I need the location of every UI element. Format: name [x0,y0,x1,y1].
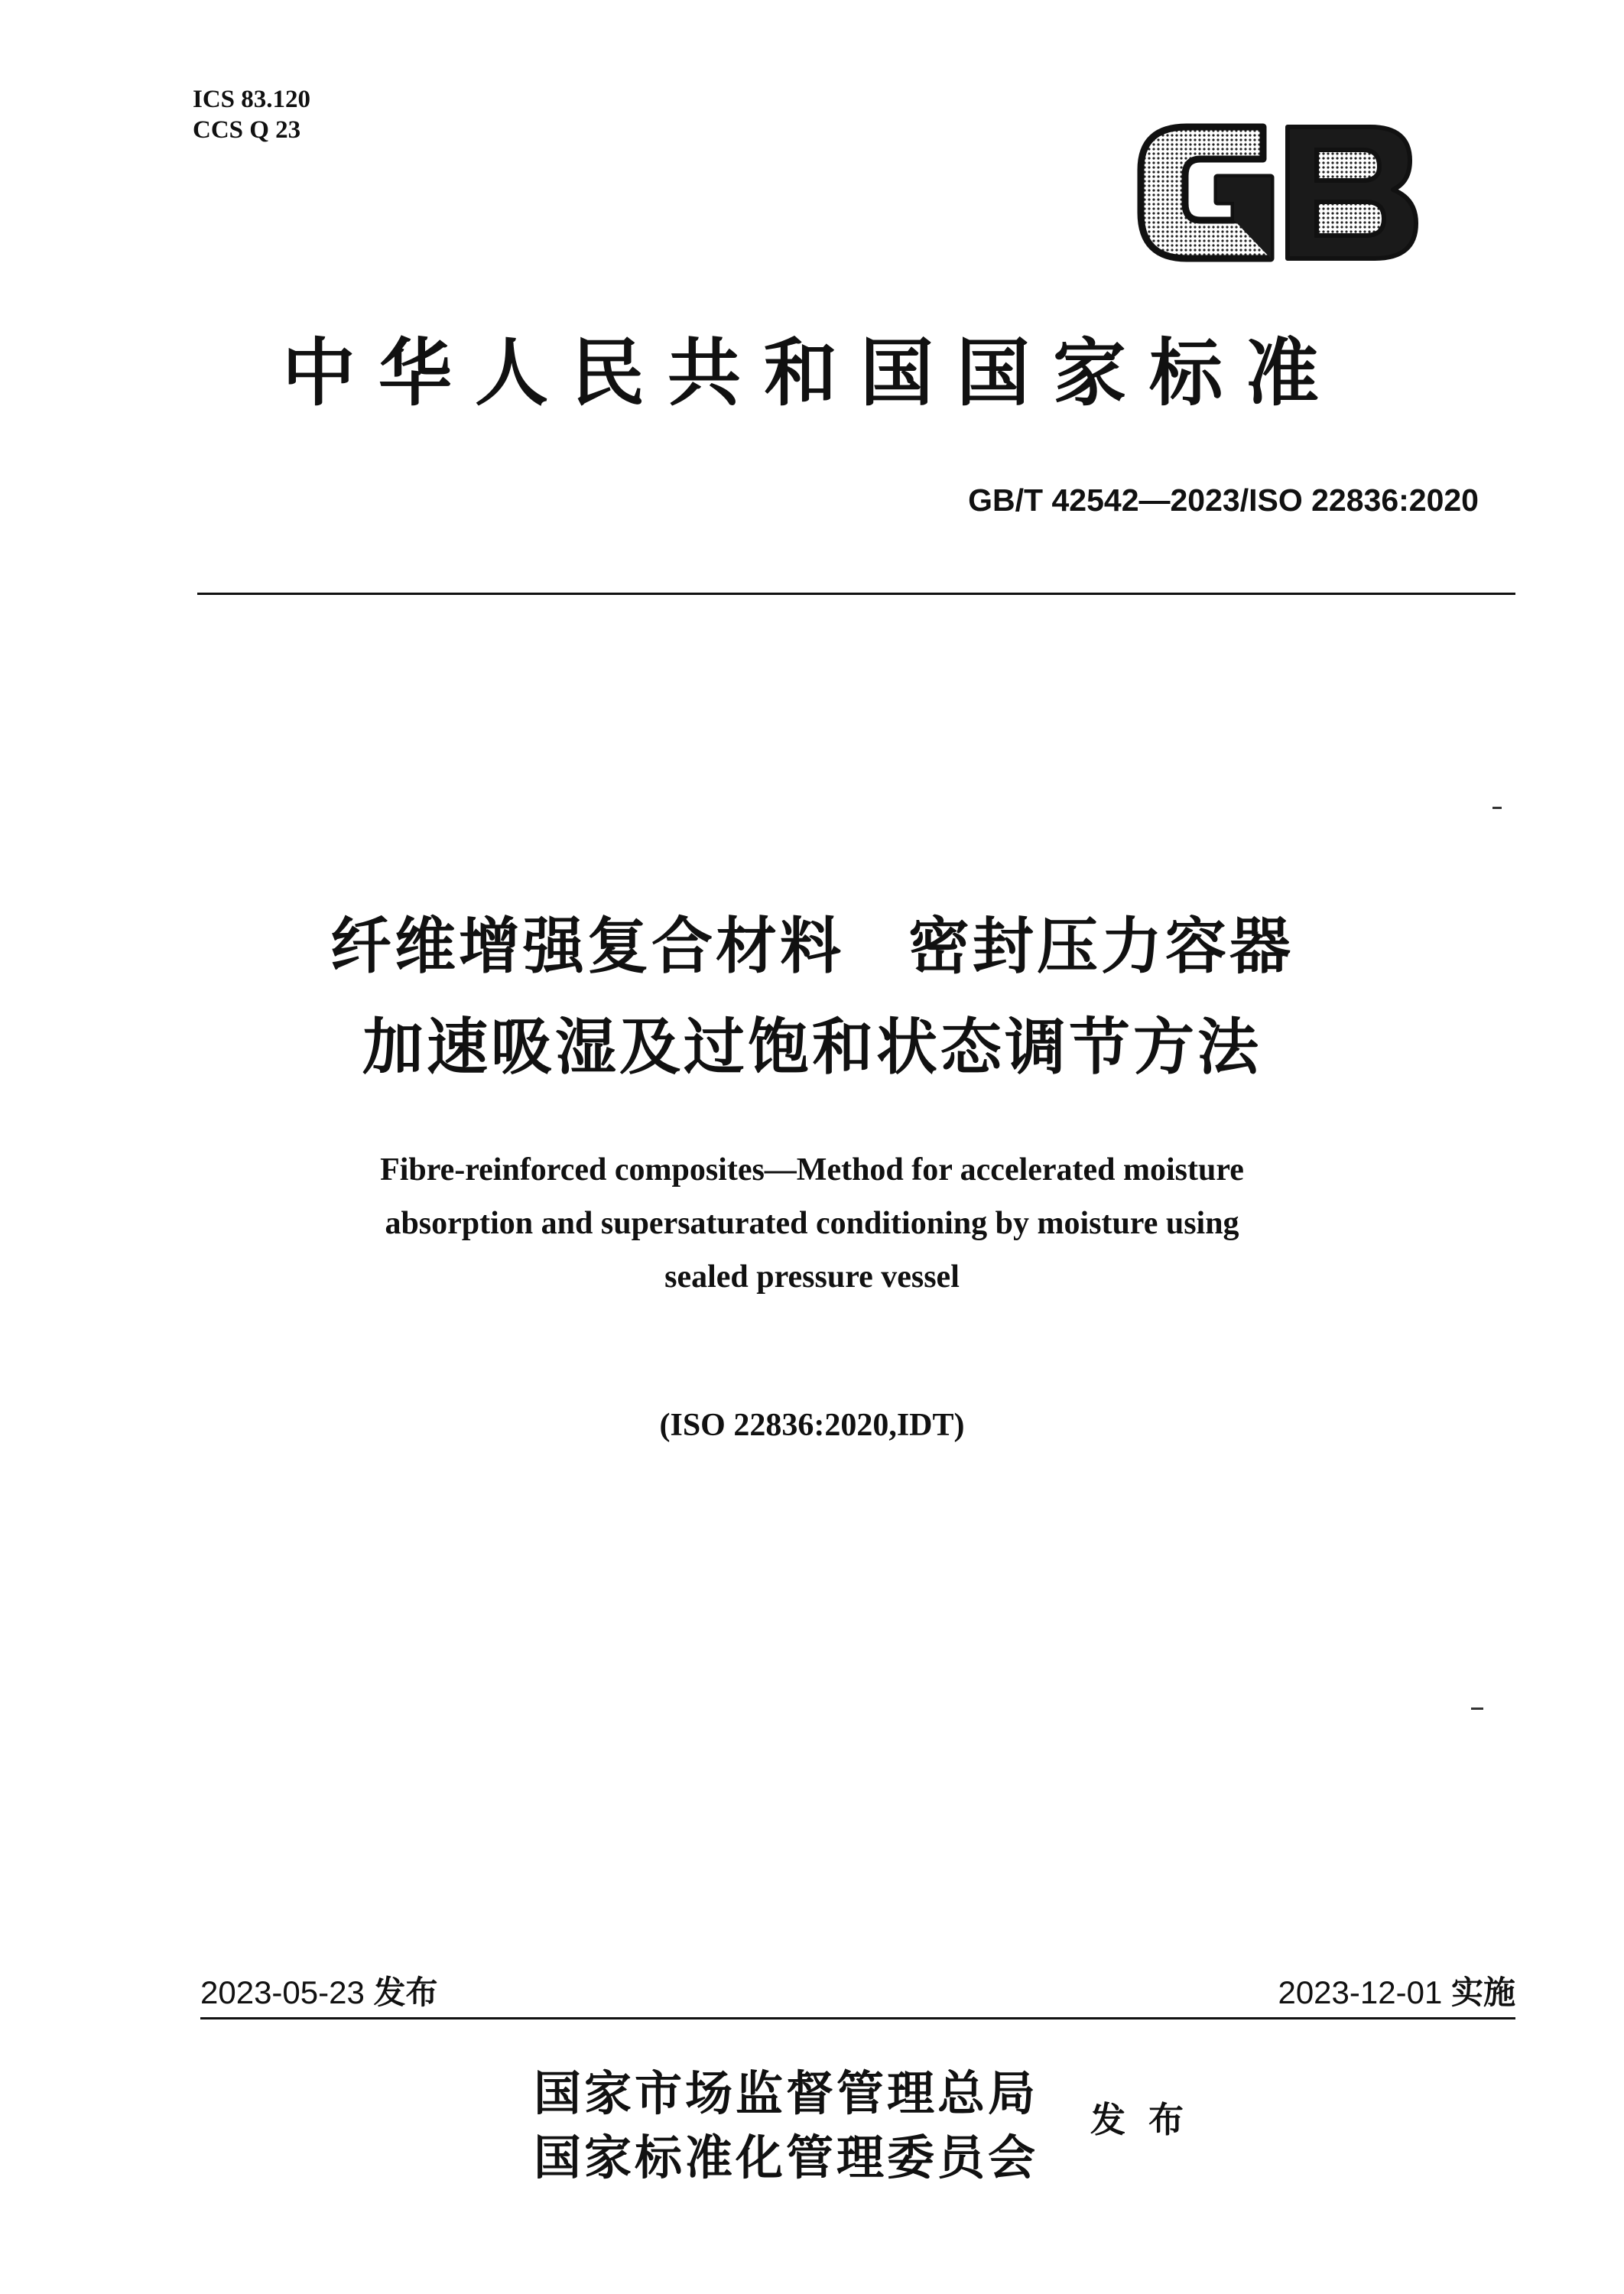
issue-date [200,1970,438,2016]
publisher-samr: 国家市场监督管理总局 [534,2065,1039,2121]
issue-date-label: 发布 [373,1974,438,2011]
standard-number: GB/T 42542—2023/ISO 22836:2020 [968,483,1479,518]
footer-divider [200,2017,1515,2019]
issue-date-value: 2023-05-23 [200,1974,365,2010]
implementation-date-value: 2023-12-01 [1278,1974,1443,2010]
national-standard-title: 中华人民共和国国家标准 [282,330,1342,416]
english-title [0,1143,1624,1304]
english-title-line-2: absorption and supersaturated conditioning by moisture using [385,1206,1239,1241]
ics-code: ICS 83.120 [193,86,311,113]
publisher-sac: 国家标准化管理委员会 [534,2130,1039,2185]
header-divider [197,593,1515,595]
implementation-date-label: 实施 [1450,1974,1515,2011]
chinese-title-line-1: 纤维增强复合材料 密封压力容器 [330,911,1294,982]
chinese-title-line-2: 加速吸湿及过饱和状态调节方法 [362,1012,1262,1083]
publish-label: 发布 [1090,2099,1207,2140]
chinese-title [0,896,1624,1098]
implementation-date [1278,1970,1515,2016]
classification-codes [193,84,310,145]
gb-logo-icon [1110,106,1431,274]
stray-mark [1471,1708,1483,1710]
publishers [534,2062,1038,2190]
english-title-line-1: Fibre-reinforced composites—Method for accelerated moisture [380,1152,1244,1188]
ccs-code: CCS Q 23 [193,116,301,144]
english-title-line-3: sealed pressure vessel [664,1259,960,1295]
stray-mark [1492,807,1502,809]
adoption-note: (ISO 22836:2020,IDT) [659,1408,965,1443]
